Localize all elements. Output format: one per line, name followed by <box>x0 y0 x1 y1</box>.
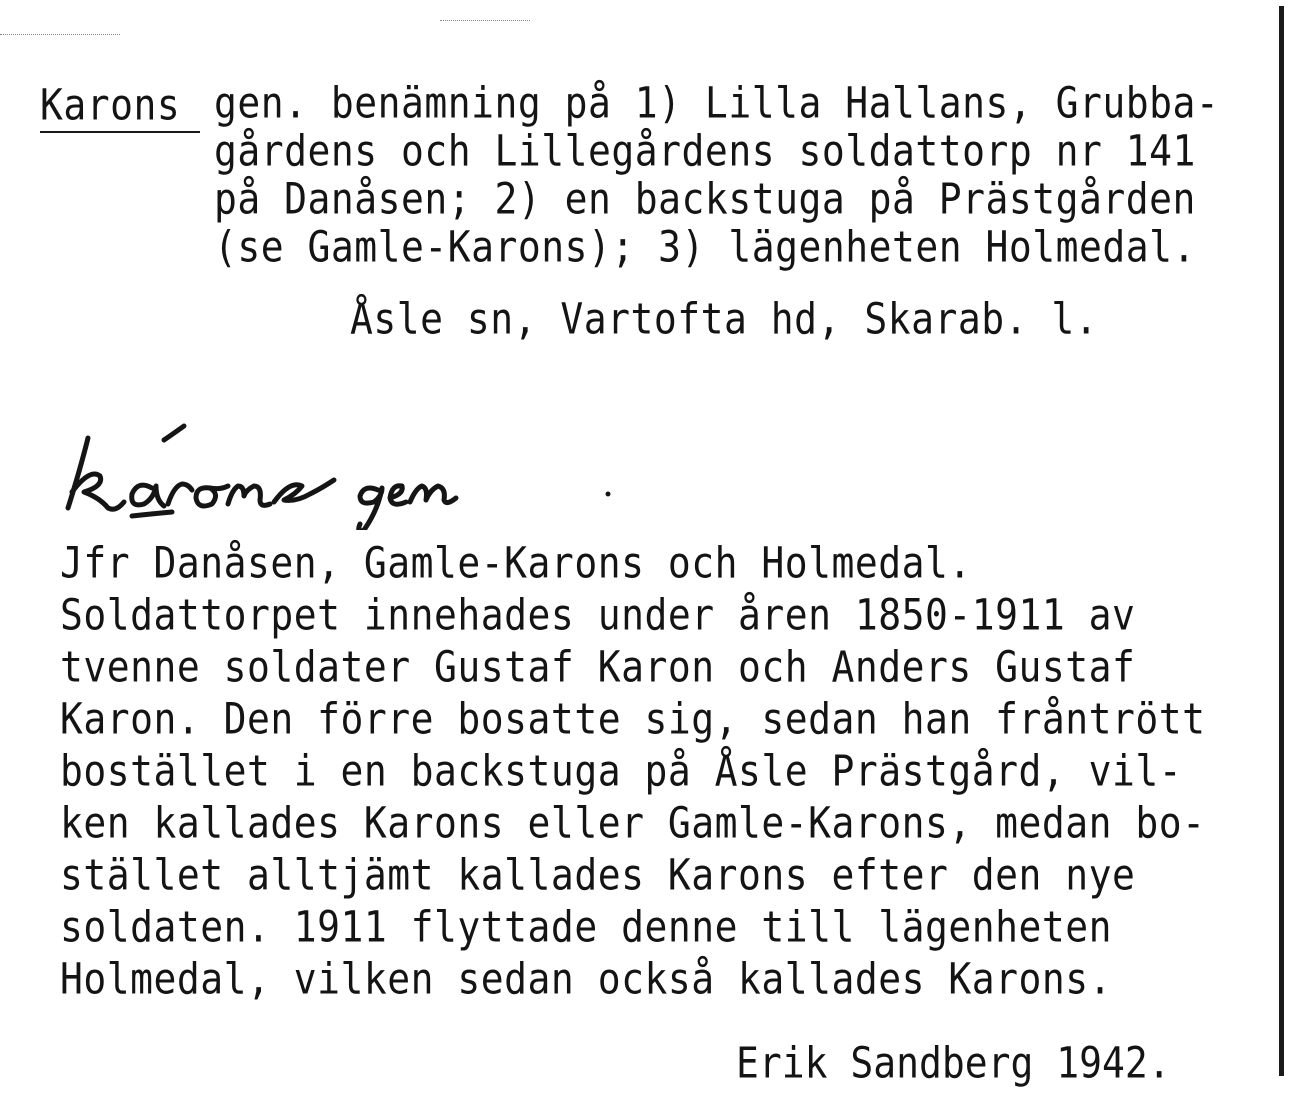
body-line-7: stället alltjämt kallades Karons efter den nye <box>60 850 1136 900</box>
body-line-9: Holmedal, vilken sedan också kallades Karons. <box>60 954 1113 1004</box>
body-line-5: bostället i en backstuga på Åsle Prästgård, vil- <box>60 746 1183 796</box>
definition-line-4: (se Gamle-Karons); 3) lägenheten Holmedal. <box>214 222 1196 272</box>
headword: Karons <box>40 80 181 130</box>
location-line: Åsle sn, Vartofta hd, Skarab. l. <box>350 294 1099 344</box>
card-right-edge <box>1279 6 1284 1076</box>
scan-artifact-top-left <box>0 34 120 35</box>
body-line-6: ken kallades Karons eller Gamle-Karons, medan bo- <box>60 798 1206 848</box>
body-line-2: Soldattorpet innehades under åren 1850-1911 av <box>60 590 1136 640</box>
body-line-1: Jfr Danåsen, Gamle-Karons och Holmedal. <box>60 538 972 588</box>
headword-underline <box>40 131 200 133</box>
scan-artifact-top-center <box>440 20 530 21</box>
body-line-3: tvenne soldater Gustaf Karon och Anders Gustaf <box>60 642 1136 692</box>
definition-line-1: gen. benämning på 1) Lilla Hallans, Grubba- <box>214 78 1220 128</box>
handwritten-pronunciation <box>60 420 640 530</box>
signature: Erik Sandberg 1942. <box>736 1038 1171 1088</box>
definition-line-2: gårdens och Lillegårdens soldattorp nr 141 <box>214 126 1196 176</box>
body-line-8: soldaten. 1911 flyttade denne till lägenheten <box>60 902 1113 952</box>
body-line-4: Karon. Den förre bosatte sig, sedan han fråntrött <box>60 694 1206 744</box>
definition-line-3: på Danåsen; 2) en backstuga på Prästgården <box>214 174 1196 224</box>
